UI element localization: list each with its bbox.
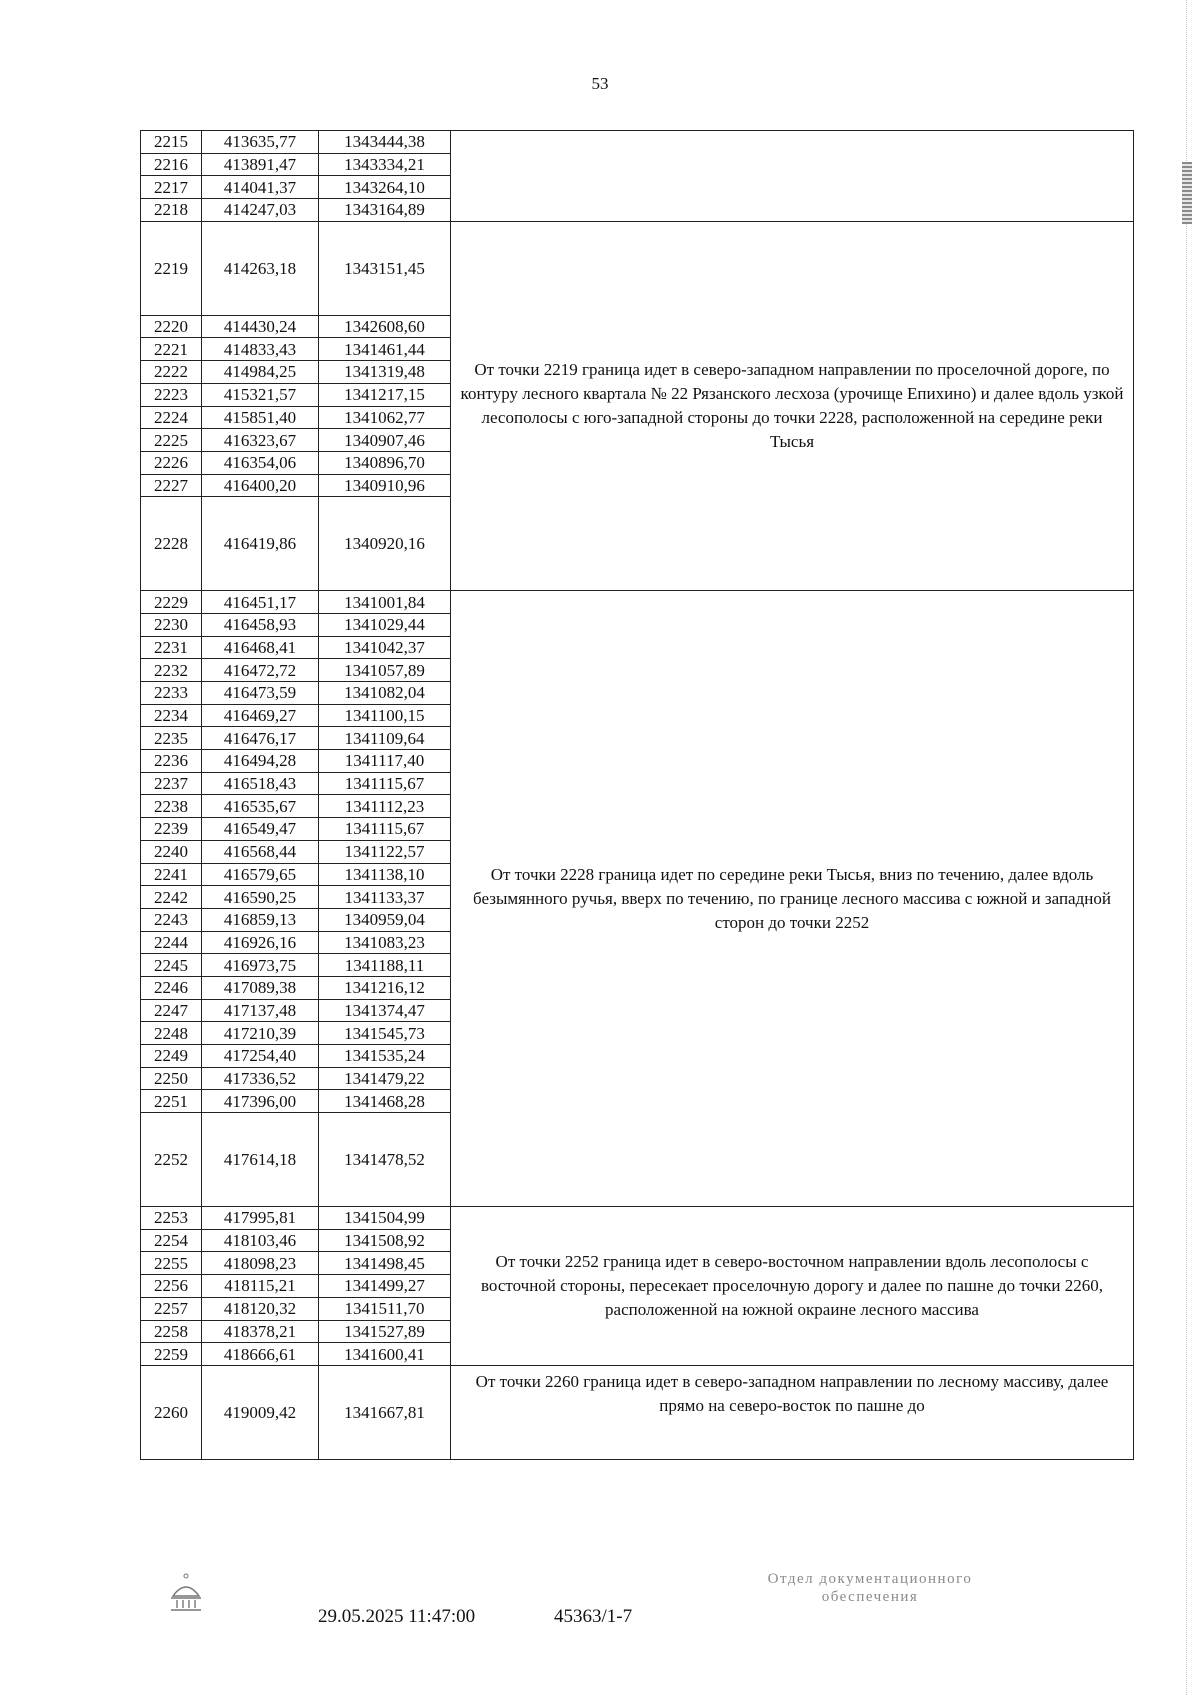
boundary-description: От точки 2219 граница идет в северо-западном направлении по проселочной дороге, по контуру лесного квартала № 22 Рязанского лесхоза (урочище Епихино) и далее вдоль узкой лесополосы с юго-западной стороны до точки 2228, расположенной на середине реки Тысья	[451, 221, 1134, 591]
coordinate-y: 1343334,21	[319, 153, 451, 176]
point-number: 2228	[141, 497, 202, 591]
point-number: 2226	[141, 451, 202, 474]
coordinate-x: 417336,52	[202, 1067, 319, 1090]
table-row	[141, 221, 1134, 315]
coordinate-x: 413635,77	[202, 131, 319, 154]
coordinate-x: 414833,43	[202, 338, 319, 361]
coordinate-y: 1341042,37	[319, 636, 451, 659]
point-number: 2240	[141, 840, 202, 863]
coordinate-x: 418115,21	[202, 1275, 319, 1298]
coordinate-x: 416926,16	[202, 931, 319, 954]
table-row	[141, 131, 1134, 154]
point-number: 2229	[141, 591, 202, 614]
coordinate-y: 1341527,89	[319, 1320, 451, 1343]
point-number: 2230	[141, 613, 202, 636]
coordinate-x: 416458,93	[202, 613, 319, 636]
coordinate-y: 1341188,11	[319, 954, 451, 977]
point-number: 2246	[141, 976, 202, 999]
coordinate-x: 417995,81	[202, 1207, 319, 1230]
coordinate-x: 416494,28	[202, 750, 319, 773]
point-number: 2238	[141, 795, 202, 818]
coordinate-y: 1341115,67	[319, 818, 451, 841]
coordinate-x: 418666,61	[202, 1343, 319, 1366]
coordinate-x: 416549,47	[202, 818, 319, 841]
coordinate-x: 416859,13	[202, 908, 319, 931]
coordinate-x: 414041,37	[202, 176, 319, 199]
coordinate-x: 414430,24	[202, 315, 319, 338]
scan-edge-line	[1186, 0, 1188, 1695]
coordinate-y: 1341117,40	[319, 750, 451, 773]
coordinate-x: 417089,38	[202, 976, 319, 999]
point-number: 2247	[141, 999, 202, 1022]
coordinate-y: 1341115,67	[319, 772, 451, 795]
coordinate-y: 1343444,38	[319, 131, 451, 154]
coordinate-x: 416535,67	[202, 795, 319, 818]
coordinate-x: 418103,46	[202, 1229, 319, 1252]
point-number: 2223	[141, 383, 202, 406]
point-number: 2231	[141, 636, 202, 659]
footer-datetime: 29.05.2025 11:47:00	[318, 1606, 476, 1627]
coordinate-x: 414984,25	[202, 361, 319, 384]
boundary-description: От точки 2252 граница идет в северо-восточном направлении вдоль лесополосы с восточной стороны, пересекает проселочную дорогу и далее по пашне до точки 2260, расположенной на южной окраине лесного массива	[451, 1207, 1134, 1366]
table-row	[141, 591, 1134, 614]
coordinate-x: 416518,43	[202, 772, 319, 795]
coordinate-y: 1342608,60	[319, 315, 451, 338]
coordinate-y: 1340920,16	[319, 497, 451, 591]
point-number: 2259	[141, 1343, 202, 1366]
coordinate-x: 416468,41	[202, 636, 319, 659]
point-number: 2248	[141, 1022, 202, 1045]
coordinate-x: 418098,23	[202, 1252, 319, 1275]
point-number: 2241	[141, 863, 202, 886]
coordinate-y: 1343151,45	[319, 221, 451, 315]
coordinate-y: 1341112,23	[319, 795, 451, 818]
coordinate-y: 1341468,28	[319, 1090, 451, 1113]
point-number: 2216	[141, 153, 202, 176]
coordinate-x: 414263,18	[202, 221, 319, 315]
point-number: 2260	[141, 1365, 202, 1459]
coordinate-x: 416469,27	[202, 704, 319, 727]
coordinate-y: 1340959,04	[319, 908, 451, 931]
point-number: 2255	[141, 1252, 202, 1275]
department-stamp	[700, 1570, 1040, 1606]
coordinate-y: 1341100,15	[319, 704, 451, 727]
coordinate-x: 418378,21	[202, 1320, 319, 1343]
coordinate-y: 1341499,27	[319, 1275, 451, 1298]
point-number: 2217	[141, 176, 202, 199]
coordinate-x: 416590,25	[202, 886, 319, 909]
coordinate-y: 1341001,84	[319, 591, 451, 614]
scan-margin-mark	[1182, 162, 1192, 224]
point-number: 2249	[141, 1045, 202, 1068]
coordinate-y: 1341479,22	[319, 1067, 451, 1090]
coordinate-y: 1341504,99	[319, 1207, 451, 1230]
point-number: 2243	[141, 908, 202, 931]
coordinate-x: 416473,59	[202, 682, 319, 705]
coordinate-x: 416323,67	[202, 429, 319, 452]
stamp-line-1: Отдел документационного	[767, 1571, 973, 1587]
coordinate-x: 418120,32	[202, 1297, 319, 1320]
point-number: 2227	[141, 474, 202, 497]
point-number: 2250	[141, 1067, 202, 1090]
coordinate-y: 1341133,37	[319, 886, 451, 909]
coordinate-y: 1341535,24	[319, 1045, 451, 1068]
point-number: 2225	[141, 429, 202, 452]
coordinate-x: 415851,40	[202, 406, 319, 429]
point-number: 2251	[141, 1090, 202, 1113]
point-number: 2222	[141, 361, 202, 384]
point-number: 2254	[141, 1229, 202, 1252]
stamp-line-2: обеспечения	[821, 1589, 919, 1605]
coordinate-x: 417614,18	[202, 1113, 319, 1207]
point-number: 2234	[141, 704, 202, 727]
coordinate-y: 1340907,46	[319, 429, 451, 452]
coordinate-y: 1341057,89	[319, 659, 451, 682]
coordinate-y: 1341122,57	[319, 840, 451, 863]
coordinate-x: 416472,72	[202, 659, 319, 682]
coordinate-y: 1341083,23	[319, 931, 451, 954]
coordinate-y: 1341478,52	[319, 1113, 451, 1207]
coordinate-x: 417210,39	[202, 1022, 319, 1045]
coordinate-x: 416568,44	[202, 840, 319, 863]
point-number: 2257	[141, 1297, 202, 1320]
coordinate-x: 416579,65	[202, 863, 319, 886]
point-number: 2233	[141, 682, 202, 705]
point-number: 2215	[141, 131, 202, 154]
boundary-description	[451, 131, 1134, 222]
coordinate-x: 416354,06	[202, 451, 319, 474]
point-number: 2244	[141, 931, 202, 954]
table-row	[141, 1365, 1134, 1459]
point-number: 2245	[141, 954, 202, 977]
coordinate-x: 416451,17	[202, 591, 319, 614]
coordinate-y: 1341217,15	[319, 383, 451, 406]
page-number: 53	[591, 74, 609, 93]
point-number: 2253	[141, 1207, 202, 1230]
coordinate-y: 1341511,70	[319, 1297, 451, 1320]
coordinate-y: 1340910,96	[319, 474, 451, 497]
coordinate-x: 414247,03	[202, 199, 319, 222]
registry-logo-icon	[168, 1572, 204, 1619]
coordinate-y: 1343264,10	[319, 176, 451, 199]
point-number: 2220	[141, 315, 202, 338]
coordinate-y: 1341600,41	[319, 1343, 451, 1366]
boundary-description: От точки 2260 граница идет в северо-западном направлении по лесному массиву, далее прямо на северо-восток по пашне до	[451, 1365, 1134, 1459]
point-number: 2239	[141, 818, 202, 841]
point-number: 2242	[141, 886, 202, 909]
coordinate-x: 416973,75	[202, 954, 319, 977]
coordinate-y: 1341374,47	[319, 999, 451, 1022]
coordinate-y: 1341138,10	[319, 863, 451, 886]
point-number: 2221	[141, 338, 202, 361]
point-number: 2256	[141, 1275, 202, 1298]
table-row	[141, 1207, 1134, 1230]
point-number: 2237	[141, 772, 202, 795]
coordinate-x: 417137,48	[202, 999, 319, 1022]
coordinate-x: 419009,42	[202, 1365, 319, 1459]
coordinate-y: 1341216,12	[319, 976, 451, 999]
boundary-description: От точки 2228 граница идет по середине реки Тысья, вниз по течению, далее вдоль безымянного ручья, вверх по течению, по границе лесного массива с южной и западной сторон до точки 2252	[451, 591, 1134, 1207]
coordinate-x: 416419,86	[202, 497, 319, 591]
footer-document-number: 45363/1-7	[554, 1606, 633, 1627]
coordinate-y: 1341319,48	[319, 361, 451, 384]
coordinate-y: 1341508,92	[319, 1229, 451, 1252]
coordinates-table	[140, 130, 1134, 1460]
coordinate-y: 1341062,77	[319, 406, 451, 429]
point-number: 2224	[141, 406, 202, 429]
point-number: 2252	[141, 1113, 202, 1207]
point-number: 2219	[141, 221, 202, 315]
coordinate-y: 1341029,44	[319, 613, 451, 636]
coordinate-x: 415321,57	[202, 383, 319, 406]
coordinate-x: 416400,20	[202, 474, 319, 497]
point-number: 2258	[141, 1320, 202, 1343]
coordinate-y: 1341461,44	[319, 338, 451, 361]
coordinate-y: 1341498,45	[319, 1252, 451, 1275]
point-number: 2236	[141, 750, 202, 773]
point-number: 2235	[141, 727, 202, 750]
coordinate-x: 413891,47	[202, 153, 319, 176]
coordinate-y: 1341667,81	[319, 1365, 451, 1459]
coordinate-y: 1341082,04	[319, 682, 451, 705]
coordinate-y: 1341109,64	[319, 727, 451, 750]
coordinate-y: 1341545,73	[319, 1022, 451, 1045]
coordinate-x: 417254,40	[202, 1045, 319, 1068]
coordinate-x: 416476,17	[202, 727, 319, 750]
point-number: 2232	[141, 659, 202, 682]
coordinate-x: 417396,00	[202, 1090, 319, 1113]
point-number: 2218	[141, 199, 202, 222]
coordinate-y: 1340896,70	[319, 451, 451, 474]
coordinate-y: 1343164,89	[319, 199, 451, 222]
